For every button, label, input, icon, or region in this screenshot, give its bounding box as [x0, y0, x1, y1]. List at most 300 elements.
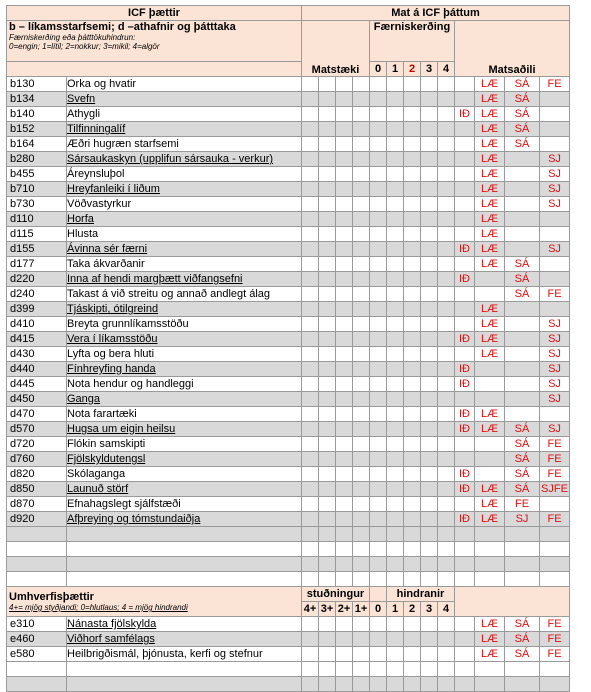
score-cell[interactable]: [302, 332, 319, 347]
score-cell[interactable]: [353, 512, 370, 527]
score-cell[interactable]: [336, 122, 353, 137]
score-cell[interactable]: [336, 422, 353, 437]
score-cell[interactable]: [438, 482, 455, 497]
score-cell[interactable]: [387, 227, 404, 242]
score-cell[interactable]: [387, 647, 404, 662]
score-cell[interactable]: [336, 107, 353, 122]
score-cell[interactable]: [438, 302, 455, 317]
score-cell[interactable]: [404, 497, 421, 512]
score-cell[interactable]: [353, 407, 370, 422]
score-cell[interactable]: [404, 77, 421, 92]
score-cell[interactable]: [336, 392, 353, 407]
score-cell[interactable]: [302, 272, 319, 287]
assessor-x: [540, 272, 570, 287]
score-cell[interactable]: [336, 317, 353, 332]
score-cell[interactable]: [404, 422, 421, 437]
score-cell[interactable]: [319, 392, 336, 407]
score-cell[interactable]: [353, 197, 370, 212]
score-cell[interactable]: [353, 482, 370, 497]
score-cell[interactable]: [302, 512, 319, 527]
score-cell[interactable]: [387, 392, 404, 407]
score-cell[interactable]: [438, 227, 455, 242]
score-cell[interactable]: [370, 437, 387, 452]
score-cell[interactable]: [404, 392, 421, 407]
score-cell[interactable]: [319, 92, 336, 107]
score-cell[interactable]: [336, 497, 353, 512]
score-cell[interactable]: [421, 272, 438, 287]
score-cell[interactable]: [421, 212, 438, 227]
score-cell[interactable]: [387, 257, 404, 272]
score-cell[interactable]: [438, 317, 455, 332]
score-cell[interactable]: [353, 632, 370, 647]
score-cell[interactable]: [319, 242, 336, 257]
score-cell[interactable]: [336, 467, 353, 482]
score-cell[interactable]: [302, 317, 319, 332]
score-cell[interactable]: [404, 137, 421, 152]
score-cell[interactable]: [302, 422, 319, 437]
score-cell[interactable]: [421, 317, 438, 332]
score-cell[interactable]: [404, 317, 421, 332]
score-cell[interactable]: [370, 362, 387, 377]
score-cell[interactable]: [387, 122, 404, 137]
score-cell[interactable]: [404, 182, 421, 197]
score-cell[interactable]: [387, 617, 404, 632]
score-cell[interactable]: [353, 122, 370, 137]
score-cell[interactable]: [404, 332, 421, 347]
score-cell[interactable]: [370, 392, 387, 407]
score-cell[interactable]: [302, 647, 319, 662]
score-cell[interactable]: [319, 377, 336, 392]
score-cell[interactable]: [370, 122, 387, 137]
score-cell[interactable]: [421, 362, 438, 377]
score-cell[interactable]: [336, 242, 353, 257]
score-cell[interactable]: [438, 452, 455, 467]
score-cell[interactable]: [387, 332, 404, 347]
score-cell[interactable]: [404, 407, 421, 422]
score-cell[interactable]: [438, 92, 455, 107]
score-cell[interactable]: [421, 347, 438, 362]
score-cell[interactable]: [336, 152, 353, 167]
score-cell[interactable]: [370, 497, 387, 512]
score-cell[interactable]: [438, 392, 455, 407]
score-cell[interactable]: [353, 347, 370, 362]
score-cell[interactable]: [387, 152, 404, 167]
score-cell[interactable]: [438, 437, 455, 452]
score-cell[interactable]: [302, 467, 319, 482]
score-cell[interactable]: [336, 617, 353, 632]
score-cell[interactable]: [438, 467, 455, 482]
score-cell[interactable]: [319, 512, 336, 527]
score-cell[interactable]: [370, 182, 387, 197]
score-cell[interactable]: [302, 632, 319, 647]
score-cell[interactable]: [319, 452, 336, 467]
score-cell[interactable]: [319, 107, 336, 122]
score-cell[interactable]: [319, 167, 336, 182]
score-cell[interactable]: [336, 647, 353, 662]
score-cell[interactable]: [370, 227, 387, 242]
score-cell[interactable]: [438, 197, 455, 212]
score-cell[interactable]: [438, 512, 455, 527]
score-cell[interactable]: [387, 197, 404, 212]
score-cell[interactable]: [353, 467, 370, 482]
score-cell[interactable]: [353, 647, 370, 662]
score-cell[interactable]: [404, 647, 421, 662]
score-cell[interactable]: [302, 362, 319, 377]
score-cell[interactable]: [353, 227, 370, 242]
score-cell[interactable]: [319, 197, 336, 212]
score-cell[interactable]: [421, 167, 438, 182]
score-cell[interactable]: [438, 167, 455, 182]
score-cell[interactable]: [353, 452, 370, 467]
score-cell[interactable]: [336, 287, 353, 302]
score-cell[interactable]: [421, 257, 438, 272]
score-cell[interactable]: [404, 152, 421, 167]
score-cell[interactable]: [438, 107, 455, 122]
score-cell[interactable]: [319, 407, 336, 422]
score-cell[interactable]: [336, 257, 353, 272]
score-cell[interactable]: [438, 242, 455, 257]
score-cell[interactable]: [421, 77, 438, 92]
score-cell[interactable]: [319, 77, 336, 92]
score-cell[interactable]: [421, 407, 438, 422]
score-cell[interactable]: [319, 182, 336, 197]
score-cell[interactable]: [319, 617, 336, 632]
score-cell[interactable]: [421, 332, 438, 347]
score-cell[interactable]: [438, 377, 455, 392]
score-cell[interactable]: [319, 302, 336, 317]
score-cell[interactable]: [404, 617, 421, 632]
score-cell[interactable]: [302, 377, 319, 392]
score-cell[interactable]: [353, 107, 370, 122]
score-cell[interactable]: [387, 497, 404, 512]
score-cell[interactable]: [387, 407, 404, 422]
score-cell[interactable]: [353, 302, 370, 317]
score-cell[interactable]: [302, 152, 319, 167]
score-cell[interactable]: [336, 272, 353, 287]
score-cell[interactable]: [438, 257, 455, 272]
score-cell[interactable]: [421, 137, 438, 152]
score-cell[interactable]: [387, 107, 404, 122]
score-cell[interactable]: [404, 212, 421, 227]
score-cell[interactable]: [421, 152, 438, 167]
score-cell[interactable]: [319, 152, 336, 167]
score-cell[interactable]: [387, 512, 404, 527]
score-cell[interactable]: [302, 242, 319, 257]
score-cell[interactable]: [319, 422, 336, 437]
score-cell[interactable]: [302, 497, 319, 512]
score-cell[interactable]: [421, 452, 438, 467]
score-cell[interactable]: [370, 197, 387, 212]
score-cell[interactable]: [319, 647, 336, 662]
score-cell[interactable]: [302, 257, 319, 272]
score-cell[interactable]: [336, 377, 353, 392]
score-cell[interactable]: [319, 497, 336, 512]
score-cell[interactable]: [336, 407, 353, 422]
score-cell[interactable]: [370, 632, 387, 647]
score-cell[interactable]: [353, 92, 370, 107]
score-cell[interactable]: [404, 377, 421, 392]
score-cell[interactable]: [421, 632, 438, 647]
score-cell[interactable]: [302, 227, 319, 242]
score-cell[interactable]: [438, 272, 455, 287]
score-cell[interactable]: [336, 137, 353, 152]
score-cell[interactable]: [353, 272, 370, 287]
score-cell[interactable]: [438, 497, 455, 512]
score-cell[interactable]: [421, 422, 438, 437]
score-cell[interactable]: [421, 467, 438, 482]
score-cell[interactable]: [404, 452, 421, 467]
score-cell[interactable]: [370, 152, 387, 167]
score-cell[interactable]: [302, 287, 319, 302]
score-cell[interactable]: [336, 482, 353, 497]
score-cell[interactable]: [302, 92, 319, 107]
score-cell[interactable]: [387, 437, 404, 452]
score-cell[interactable]: [370, 482, 387, 497]
score-cell[interactable]: [353, 182, 370, 197]
score-cell[interactable]: [302, 302, 319, 317]
score-cell[interactable]: [302, 77, 319, 92]
score-cell[interactable]: [319, 467, 336, 482]
score-cell[interactable]: [404, 437, 421, 452]
score-cell[interactable]: [421, 392, 438, 407]
score-cell[interactable]: [370, 332, 387, 347]
score-cell[interactable]: [370, 92, 387, 107]
score-cell[interactable]: [421, 482, 438, 497]
assessor-id: [455, 77, 475, 92]
score-cell[interactable]: [336, 512, 353, 527]
score-cell[interactable]: [404, 257, 421, 272]
score-cell[interactable]: [387, 377, 404, 392]
score-cell[interactable]: [302, 212, 319, 227]
assessor-lae: LÆ: [475, 647, 505, 662]
score-cell[interactable]: [421, 122, 438, 137]
score-cell[interactable]: [387, 242, 404, 257]
score-cell[interactable]: [302, 182, 319, 197]
score-cell[interactable]: [387, 272, 404, 287]
score-cell[interactable]: [353, 242, 370, 257]
score-cell[interactable]: [387, 287, 404, 302]
score-cell[interactable]: [387, 347, 404, 362]
score-cell[interactable]: [336, 77, 353, 92]
score-cell[interactable]: [387, 452, 404, 467]
score-cell[interactable]: [302, 452, 319, 467]
score-cell[interactable]: [302, 107, 319, 122]
score-cell[interactable]: [387, 182, 404, 197]
score-cell[interactable]: [404, 302, 421, 317]
score-cell[interactable]: [302, 122, 319, 137]
score-cell[interactable]: [319, 482, 336, 497]
score-cell[interactable]: [319, 437, 336, 452]
score-cell[interactable]: [370, 317, 387, 332]
score-cell[interactable]: [421, 242, 438, 257]
score-cell[interactable]: [404, 227, 421, 242]
score-cell[interactable]: [370, 257, 387, 272]
score-cell[interactable]: [421, 197, 438, 212]
score-cell[interactable]: [370, 347, 387, 362]
score-cell[interactable]: [387, 92, 404, 107]
score-cell[interactable]: [353, 497, 370, 512]
score-cell[interactable]: [438, 347, 455, 362]
score-cell[interactable]: [404, 512, 421, 527]
score-cell[interactable]: [353, 77, 370, 92]
score-cell[interactable]: [404, 287, 421, 302]
score-cell[interactable]: [404, 482, 421, 497]
score-cell[interactable]: [302, 392, 319, 407]
score-cell[interactable]: [421, 647, 438, 662]
score-cell[interactable]: [336, 302, 353, 317]
score-cell[interactable]: [421, 512, 438, 527]
score-cell[interactable]: [302, 407, 319, 422]
score-cell[interactable]: [438, 182, 455, 197]
score-cell[interactable]: [370, 272, 387, 287]
score-cell[interactable]: [370, 467, 387, 482]
score-cell[interactable]: [336, 197, 353, 212]
score-cell[interactable]: [302, 437, 319, 452]
score-cell[interactable]: [421, 92, 438, 107]
score-cell[interactable]: [421, 302, 438, 317]
score-cell[interactable]: [438, 137, 455, 152]
score-cell[interactable]: [387, 317, 404, 332]
score-cell[interactable]: [302, 482, 319, 497]
score-cell[interactable]: [387, 422, 404, 437]
score-cell[interactable]: [336, 227, 353, 242]
score-cell[interactable]: [319, 137, 336, 152]
score-cell[interactable]: [438, 617, 455, 632]
score-cell[interactable]: [353, 257, 370, 272]
score-cell[interactable]: [302, 167, 319, 182]
score-cell[interactable]: [319, 632, 336, 647]
score-cell[interactable]: [370, 107, 387, 122]
score-cell[interactable]: [404, 122, 421, 137]
score-cell[interactable]: [387, 362, 404, 377]
score-cell[interactable]: [438, 332, 455, 347]
score-cell[interactable]: [404, 167, 421, 182]
score-cell[interactable]: [404, 107, 421, 122]
score-cell[interactable]: [438, 362, 455, 377]
score-cell[interactable]: [387, 632, 404, 647]
score-cell[interactable]: [336, 167, 353, 182]
score-cell[interactable]: [353, 332, 370, 347]
score-cell[interactable]: [438, 632, 455, 647]
score-cell[interactable]: [370, 452, 387, 467]
score-cell[interactable]: [404, 467, 421, 482]
score-cell[interactable]: [438, 422, 455, 437]
score-cell[interactable]: [387, 77, 404, 92]
score-cell[interactable]: [421, 617, 438, 632]
score-cell[interactable]: [421, 182, 438, 197]
score-cell[interactable]: [336, 437, 353, 452]
score-cell[interactable]: [370, 512, 387, 527]
score-cell[interactable]: [319, 287, 336, 302]
score-cell[interactable]: [302, 137, 319, 152]
score-cell[interactable]: [404, 272, 421, 287]
score-cell[interactable]: [353, 422, 370, 437]
score-cell[interactable]: [370, 422, 387, 437]
score-cell[interactable]: [353, 152, 370, 167]
score-cell[interactable]: [421, 377, 438, 392]
score-cell[interactable]: [404, 632, 421, 647]
score-cell[interactable]: [336, 92, 353, 107]
score-cell[interactable]: [421, 287, 438, 302]
score-cell[interactable]: [421, 107, 438, 122]
score-cell[interactable]: [353, 137, 370, 152]
score-cell[interactable]: [438, 77, 455, 92]
score-cell[interactable]: [353, 362, 370, 377]
score-cell[interactable]: [370, 377, 387, 392]
score-cell[interactable]: [370, 302, 387, 317]
score-cell[interactable]: [404, 197, 421, 212]
score-cell[interactable]: [353, 377, 370, 392]
score-cell[interactable]: [370, 77, 387, 92]
score-cell[interactable]: [319, 347, 336, 362]
score-cell[interactable]: [370, 287, 387, 302]
score-cell[interactable]: [370, 242, 387, 257]
score-cell[interactable]: [302, 617, 319, 632]
score-cell[interactable]: [421, 227, 438, 242]
score-cell[interactable]: [336, 212, 353, 227]
score-cell[interactable]: [319, 122, 336, 137]
score-cell[interactable]: [387, 167, 404, 182]
score-cell[interactable]: [353, 437, 370, 452]
score-cell[interactable]: [353, 212, 370, 227]
score-cell[interactable]: [302, 347, 319, 362]
score-cell[interactable]: [370, 137, 387, 152]
score-cell[interactable]: [438, 407, 455, 422]
score-cell[interactable]: [404, 92, 421, 107]
score-cell[interactable]: [370, 167, 387, 182]
score-cell[interactable]: [319, 272, 336, 287]
score-cell[interactable]: [370, 407, 387, 422]
score-cell[interactable]: [438, 152, 455, 167]
score-cell[interactable]: [387, 482, 404, 497]
score-cell[interactable]: [336, 452, 353, 467]
score-cell[interactable]: [353, 287, 370, 302]
score-cell[interactable]: [404, 242, 421, 257]
score-cell[interactable]: [336, 347, 353, 362]
score-cell[interactable]: [438, 647, 455, 662]
score-cell[interactable]: [387, 302, 404, 317]
score-cell[interactable]: [370, 617, 387, 632]
score-cell[interactable]: [387, 467, 404, 482]
score-cell[interactable]: [404, 362, 421, 377]
score-cell[interactable]: [421, 497, 438, 512]
score-cell[interactable]: [319, 212, 336, 227]
score-cell[interactable]: [438, 212, 455, 227]
score-cell[interactable]: [421, 437, 438, 452]
score-cell[interactable]: [370, 212, 387, 227]
score-cell[interactable]: [438, 122, 455, 137]
score-cell[interactable]: [353, 617, 370, 632]
score-cell[interactable]: [319, 227, 336, 242]
score-cell[interactable]: [438, 287, 455, 302]
score-cell[interactable]: [387, 212, 404, 227]
score-cell[interactable]: [387, 137, 404, 152]
score-cell[interactable]: [336, 332, 353, 347]
score-cell[interactable]: [319, 362, 336, 377]
score-cell[interactable]: [336, 182, 353, 197]
score-cell[interactable]: [404, 347, 421, 362]
score-cell[interactable]: [353, 392, 370, 407]
score-cell[interactable]: [353, 167, 370, 182]
score-cell[interactable]: [319, 257, 336, 272]
score-cell[interactable]: [336, 632, 353, 647]
score-cell[interactable]: [370, 647, 387, 662]
score-cell[interactable]: [302, 197, 319, 212]
score-cell[interactable]: [319, 317, 336, 332]
score-cell[interactable]: [336, 362, 353, 377]
score-cell[interactable]: [353, 317, 370, 332]
score-cell[interactable]: [319, 332, 336, 347]
